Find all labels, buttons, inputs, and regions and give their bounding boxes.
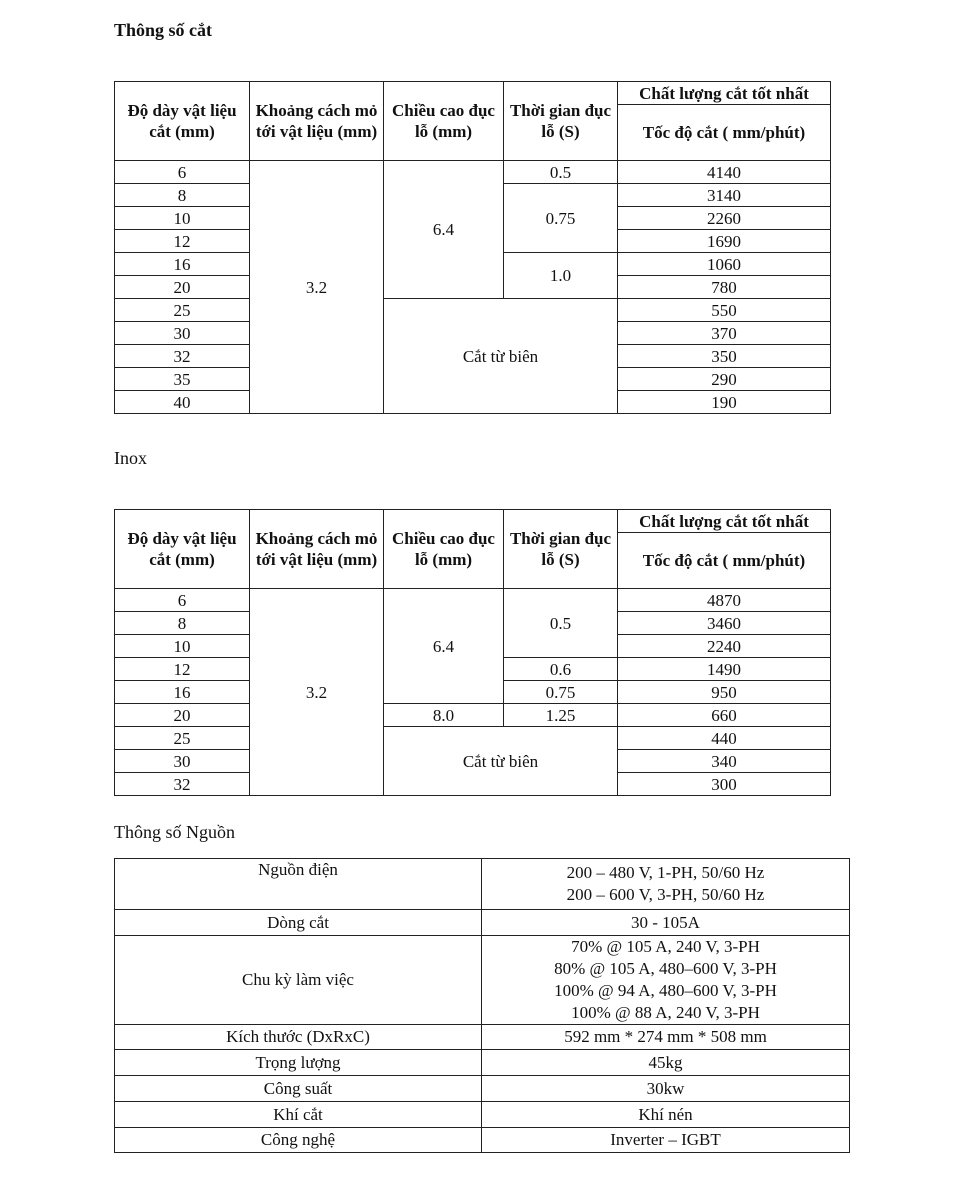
speed-cell: 340 xyxy=(618,750,831,773)
table-row xyxy=(115,936,850,1025)
table-row xyxy=(115,859,850,910)
spec-value: 45kg xyxy=(482,1050,850,1076)
edge-start-cell: Cắt từ biên xyxy=(384,299,618,414)
spec-value: Khí nén xyxy=(482,1102,850,1128)
pierce-time-cell: 0.75 xyxy=(504,681,618,704)
spec-value-line: 200 – 600 V, 3-PH, 50/60 Hz xyxy=(566,885,765,904)
speed-cell: 660 xyxy=(618,704,831,727)
spec-value-line: 200 – 480 V, 1-PH, 50/60 Hz xyxy=(566,863,765,882)
inox-specs-table xyxy=(114,509,831,796)
table-row xyxy=(115,161,831,184)
spec-label: Chu kỳ làm việc xyxy=(115,936,482,1025)
spec-value: 30kw xyxy=(482,1076,850,1102)
thickness-cell: 30 xyxy=(115,322,250,345)
pierce-time-cell: 0.5 xyxy=(504,589,618,658)
speed-cell: 1690 xyxy=(618,230,831,253)
spec-value: 30 - 105A xyxy=(482,910,850,936)
speed-cell: 190 xyxy=(618,391,831,414)
spec-label: Công suất xyxy=(115,1076,482,1102)
thickness-cell: 10 xyxy=(115,207,250,230)
thickness-cell: 20 xyxy=(115,276,250,299)
table-row xyxy=(115,589,831,612)
power-specs-table xyxy=(114,858,850,1153)
header-speed: Tốc độ cắt ( mm/phút) xyxy=(618,533,831,589)
spec-label: Trọng lượng xyxy=(115,1050,482,1076)
speed-cell: 1490 xyxy=(618,658,831,681)
pierce-time-cell: 1.0 xyxy=(504,253,618,299)
spec-value-line: 100% @ 88 A, 240 V, 3-PH xyxy=(571,1003,760,1022)
header-pierce-time: Thời gian đục lỗ (S) xyxy=(504,510,618,589)
pierce-height-cell: 8.0 xyxy=(384,704,504,727)
speed-cell: 3460 xyxy=(618,612,831,635)
table-row xyxy=(115,1076,850,1102)
speed-cell: 3140 xyxy=(618,184,831,207)
speed-cell: 370 xyxy=(618,322,831,345)
thickness-cell: 25 xyxy=(115,727,250,750)
thickness-cell: 30 xyxy=(115,750,250,773)
thickness-cell: 12 xyxy=(115,230,250,253)
spec-value-line: 80% @ 105 A, 480–600 V, 3-PH xyxy=(554,959,777,978)
section-title-power-specs: Thông số Nguồn xyxy=(114,822,235,842)
edge-start-cell: Cắt từ biên xyxy=(384,727,618,796)
header-quality: Chất lượng cắt tốt nhất xyxy=(618,82,831,105)
speed-cell: 350 xyxy=(618,345,831,368)
header-speed: Tốc độ cắt ( mm/phút) xyxy=(618,105,831,161)
thickness-cell: 40 xyxy=(115,391,250,414)
table-row xyxy=(115,1102,850,1128)
pierce-height-cell: 6.4 xyxy=(384,589,504,704)
thickness-cell: 6 xyxy=(115,161,250,184)
speed-cell: 440 xyxy=(618,727,831,750)
table-row xyxy=(115,1025,850,1050)
pierce-time-cell: 0.5 xyxy=(504,161,618,184)
speed-cell: 300 xyxy=(618,773,831,796)
spec-value-line: 70% @ 105 A, 240 V, 3-PH xyxy=(571,937,760,956)
spec-value xyxy=(482,936,850,1025)
table-row xyxy=(115,1050,850,1076)
spec-value-line: 100% @ 94 A, 480–600 V, 3-PH xyxy=(554,981,777,1000)
thickness-cell: 25 xyxy=(115,299,250,322)
section-title-cutting-specs: Thông số cắt xyxy=(114,20,213,40)
header-thickness: Độ dày vật liệu cắt (mm) xyxy=(115,82,250,161)
thickness-cell: 32 xyxy=(115,773,250,796)
spec-value xyxy=(482,859,850,910)
speed-cell: 290 xyxy=(618,368,831,391)
pierce-time-cell: 0.75 xyxy=(504,184,618,253)
spec-label: Nguồn điện xyxy=(115,859,482,910)
distance-cell: 3.2 xyxy=(250,589,384,796)
pierce-time-cell: 1.25 xyxy=(504,704,618,727)
table-row xyxy=(115,727,831,750)
spec-label: Kích thước (DxRxC) xyxy=(115,1025,482,1050)
thickness-cell: 16 xyxy=(115,253,250,276)
spec-label: Công nghệ xyxy=(115,1128,482,1153)
thickness-cell: 35 xyxy=(115,368,250,391)
spec-label: Dòng cắt xyxy=(115,910,482,936)
thickness-cell: 8 xyxy=(115,612,250,635)
header-quality: Chất lượng cắt tốt nhất xyxy=(618,510,831,533)
table-row xyxy=(115,299,831,322)
header-pierce-height: Chiều cao đục lỗ (mm) xyxy=(384,82,504,161)
cutting-specs-table xyxy=(114,81,831,414)
table-row xyxy=(115,704,831,727)
distance-cell: 3.2 xyxy=(250,161,384,414)
spec-value: Inverter – IGBT xyxy=(482,1128,850,1153)
spec-label: Khí cắt xyxy=(115,1102,482,1128)
pierce-time-cell: 0.6 xyxy=(504,658,618,681)
speed-cell: 550 xyxy=(618,299,831,322)
speed-cell: 4870 xyxy=(618,589,831,612)
header-distance: Khoảng cách mỏ tới vật liệu (mm) xyxy=(250,510,384,589)
pierce-height-cell: 6.4 xyxy=(384,161,504,299)
thickness-cell: 32 xyxy=(115,345,250,368)
header-pierce-height: Chiều cao đục lỗ (mm) xyxy=(384,510,504,589)
speed-cell: 2240 xyxy=(618,635,831,658)
speed-cell: 4140 xyxy=(618,161,831,184)
thickness-cell: 6 xyxy=(115,589,250,612)
speed-cell: 950 xyxy=(618,681,831,704)
table-row xyxy=(115,1128,850,1153)
speed-cell: 2260 xyxy=(618,207,831,230)
header-distance: Khoảng cách mỏ tới vật liệu (mm) xyxy=(250,82,384,161)
thickness-cell: 12 xyxy=(115,658,250,681)
section-title-inox: Inox xyxy=(114,448,147,468)
thickness-cell: 20 xyxy=(115,704,250,727)
thickness-cell: 10 xyxy=(115,635,250,658)
thickness-cell: 16 xyxy=(115,681,250,704)
header-thickness: Độ dày vật liệu cắt (mm) xyxy=(115,510,250,589)
spec-value: 592 mm * 274 mm * 508 mm xyxy=(482,1025,850,1050)
thickness-cell: 8 xyxy=(115,184,250,207)
table-row xyxy=(115,910,850,936)
speed-cell: 780 xyxy=(618,276,831,299)
speed-cell: 1060 xyxy=(618,253,831,276)
header-pierce-time: Thời gian đục lỗ (S) xyxy=(504,82,618,161)
